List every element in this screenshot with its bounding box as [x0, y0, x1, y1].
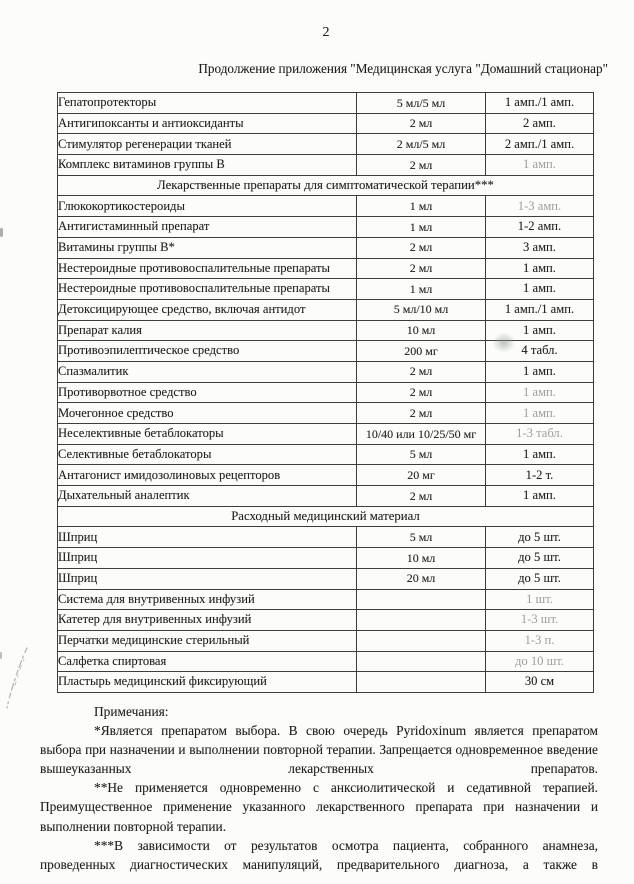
dose-cell: 2 мл: [357, 361, 486, 382]
drug-name-cell: Шприц: [58, 548, 357, 569]
drug-name-cell: Катетер для внутривенных инфузий: [58, 610, 357, 631]
quantity-cell: 1 амп.: [486, 258, 594, 279]
quantity-cell: до 5 шт.: [486, 548, 594, 569]
drug-table-body: [58, 93, 594, 693]
scan-artifact-scribble: [4, 645, 34, 711]
quantity-cell: 1 амп./1 амп.: [486, 93, 594, 114]
drug-name-cell: Нестероидные противовоспалительные препараты: [58, 258, 357, 279]
quantity-cell: 1-2 амп.: [486, 217, 594, 238]
quantity-cell: 4 табл.: [486, 341, 594, 362]
quantity-cell: 1-3 п.: [486, 630, 594, 651]
drug-name-cell: Шприц: [58, 568, 357, 589]
section-label: Расходный медицинский материал: [58, 506, 594, 527]
drug-name-cell: Противорвотное средство: [58, 382, 357, 403]
table-row: [58, 258, 594, 279]
drug-name-cell: Гепатопротекторы: [58, 93, 357, 114]
dose-cell: 20 мг: [357, 465, 486, 486]
dose-cell: 1 мл: [357, 279, 486, 300]
drug-name-cell: Антигистаминный препарат: [58, 217, 357, 238]
dose-cell: 2 мл: [357, 258, 486, 279]
table-row: [58, 93, 594, 114]
dose-cell: 5 мл/5 мл: [357, 93, 486, 114]
document-header: Продолжение приложения "Медицинская услуга "Домашний стационар": [198, 61, 608, 76]
notes-title: Примечания:: [94, 704, 169, 719]
quantity-cell: 3 амп.: [486, 237, 594, 258]
drug-name-cell: Перчатки медицинские стерильный: [58, 630, 357, 651]
quantity-cell: 1 амп.: [486, 279, 594, 300]
quantity-cell: 1 амп.: [486, 320, 594, 341]
drug-name-cell: Стимулятор регенерации тканей: [58, 134, 357, 155]
table-row: [58, 548, 594, 569]
quantity-cell: 1 амп./1 амп.: [486, 299, 594, 320]
table-row: [58, 651, 594, 672]
table-row: [58, 196, 594, 217]
quantity-cell: до 10 шт.: [486, 651, 594, 672]
section-row: [58, 506, 594, 527]
drug-name-cell: Препарат калия: [58, 320, 357, 341]
drug-name-cell: Селективные бетаблокаторы: [58, 444, 357, 465]
drug-name-cell: Дыхательный аналептик: [58, 486, 357, 507]
dose-cell: 200 мг: [357, 341, 486, 362]
drug-name-cell: Комплекс витаминов группы В: [58, 155, 357, 176]
table-row: [58, 320, 594, 341]
drug-name-cell: Шприц: [58, 527, 357, 548]
dose-cell: [357, 672, 486, 693]
drug-name-cell: Система для внутривенных инфузий: [58, 589, 357, 610]
section-row: [58, 175, 594, 196]
drug-name-cell: Салфетка спиртовая: [58, 651, 357, 672]
table-row: [58, 134, 594, 155]
dose-cell: 2 мл/5 мл: [357, 134, 486, 155]
page-number: 2: [322, 25, 330, 40]
table-row: [58, 589, 594, 610]
quantity-cell: 1-3 шт.: [486, 610, 594, 631]
quantity-cell: 2 амп.: [486, 113, 594, 134]
drug-name-cell: Антигипоксанты и антиоксиданты: [58, 113, 357, 134]
table-row: [58, 568, 594, 589]
dose-cell: 20 мл: [357, 568, 486, 589]
scan-artifact-speck: [0, 652, 2, 659]
quantity-cell: 1-2 т.: [486, 465, 594, 486]
quantity-cell: 1-3 табл.: [486, 424, 594, 445]
quantity-cell: 1 амп.: [486, 486, 594, 507]
drug-table: [57, 92, 594, 693]
table-row: [58, 299, 594, 320]
dose-cell: [357, 651, 486, 672]
quantity-cell: 1 амп.: [486, 155, 594, 176]
drug-name-cell: Мочегонное средство: [58, 403, 357, 424]
table-row: [58, 155, 594, 176]
table-row: [58, 610, 594, 631]
table-row: [58, 217, 594, 238]
drug-name-cell: Противоэпилептическое средство: [58, 341, 357, 362]
dose-cell: 2 мл: [357, 155, 486, 176]
dose-cell: 2 мл: [357, 382, 486, 403]
quantity-cell: 1 амп.: [486, 403, 594, 424]
section-label: Лекарственные препараты для симптоматической терапии***: [58, 175, 594, 196]
table-row: [58, 279, 594, 300]
table-row: [58, 465, 594, 486]
note-paragraph: *Является препаратом выбора. В свою очередь Pyridoxinum является препаратом выбора при назначении и выполнении повторной терапии. Запрещается одновременное введение вышеуказанных лекарственных препаратов.: [40, 723, 598, 777]
table-row: [58, 361, 594, 382]
note-paragraph: **Не применяется одновременно с анксиолитической и седативной терапией. Преимущественное применение указанного лекарственного препарата при назначении и выполнении повторной терапии.: [40, 780, 598, 834]
quantity-cell: 2 амп./1 амп.: [486, 134, 594, 155]
quantity-cell: до 5 шт.: [486, 568, 594, 589]
drug-name-cell: Глюкокортикостероиды: [58, 196, 357, 217]
dose-cell: [357, 630, 486, 651]
quantity-cell: 1 амп.: [486, 361, 594, 382]
dose-cell: 1 мл: [357, 217, 486, 238]
table-row: [58, 113, 594, 134]
notes: [40, 702, 598, 874]
table-row: [58, 403, 594, 424]
table-row: [58, 382, 594, 403]
dose-cell: 5 мл/10 мл: [357, 299, 486, 320]
table-row: [58, 672, 594, 693]
table-row: [58, 444, 594, 465]
scan-artifact-speck: [0, 228, 3, 237]
table-row: [58, 630, 594, 651]
quantity-cell: 1 амп.: [486, 444, 594, 465]
dose-cell: 5 мл: [357, 527, 486, 548]
drug-name-cell: Детоксицирующее средство, включая антидот: [58, 299, 357, 320]
quantity-cell: до 5 шт.: [486, 527, 594, 548]
drug-name-cell: Витамины группы В*: [58, 237, 357, 258]
quantity-cell: 1-3 амп.: [486, 196, 594, 217]
dose-cell: 2 мл: [357, 237, 486, 258]
dose-cell: 10 мл: [357, 320, 486, 341]
quantity-cell: 1 шт.: [486, 589, 594, 610]
drug-name-cell: Нестероидные противовоспалительные препараты: [58, 279, 357, 300]
table-row: [58, 237, 594, 258]
dose-cell: 1 мл: [357, 196, 486, 217]
dose-cell: 2 мл: [357, 486, 486, 507]
table-row: [58, 424, 594, 445]
quantity-cell: 1 амп.: [486, 382, 594, 403]
dose-cell: 10/40 или 10/25/50 мг: [357, 424, 486, 445]
dose-cell: 2 мл: [357, 403, 486, 424]
dose-cell: 5 мл: [357, 444, 486, 465]
quantity-cell: 30 см: [486, 672, 594, 693]
dose-cell: [357, 610, 486, 631]
note-paragraph: ***В зависимости от результатов осмотра пациента, собранного анамнеза, проведенных диагностических манипуляций, предварительного диагноза, а также в: [40, 837, 598, 872]
dose-cell: 10 мл: [357, 548, 486, 569]
drug-name-cell: Пластырь медицинский фиксирующий: [58, 672, 357, 693]
table-row: [58, 486, 594, 507]
dose-cell: [357, 589, 486, 610]
dose-cell: 2 мл: [357, 113, 486, 134]
drug-name-cell: Неселективные бетаблокаторы: [58, 424, 357, 445]
drug-name-cell: Антагонист имидозолиновых рецепторов: [58, 465, 357, 486]
table-row: [58, 341, 594, 362]
table-row: [58, 527, 594, 548]
drug-name-cell: Спазмалитик: [58, 361, 357, 382]
